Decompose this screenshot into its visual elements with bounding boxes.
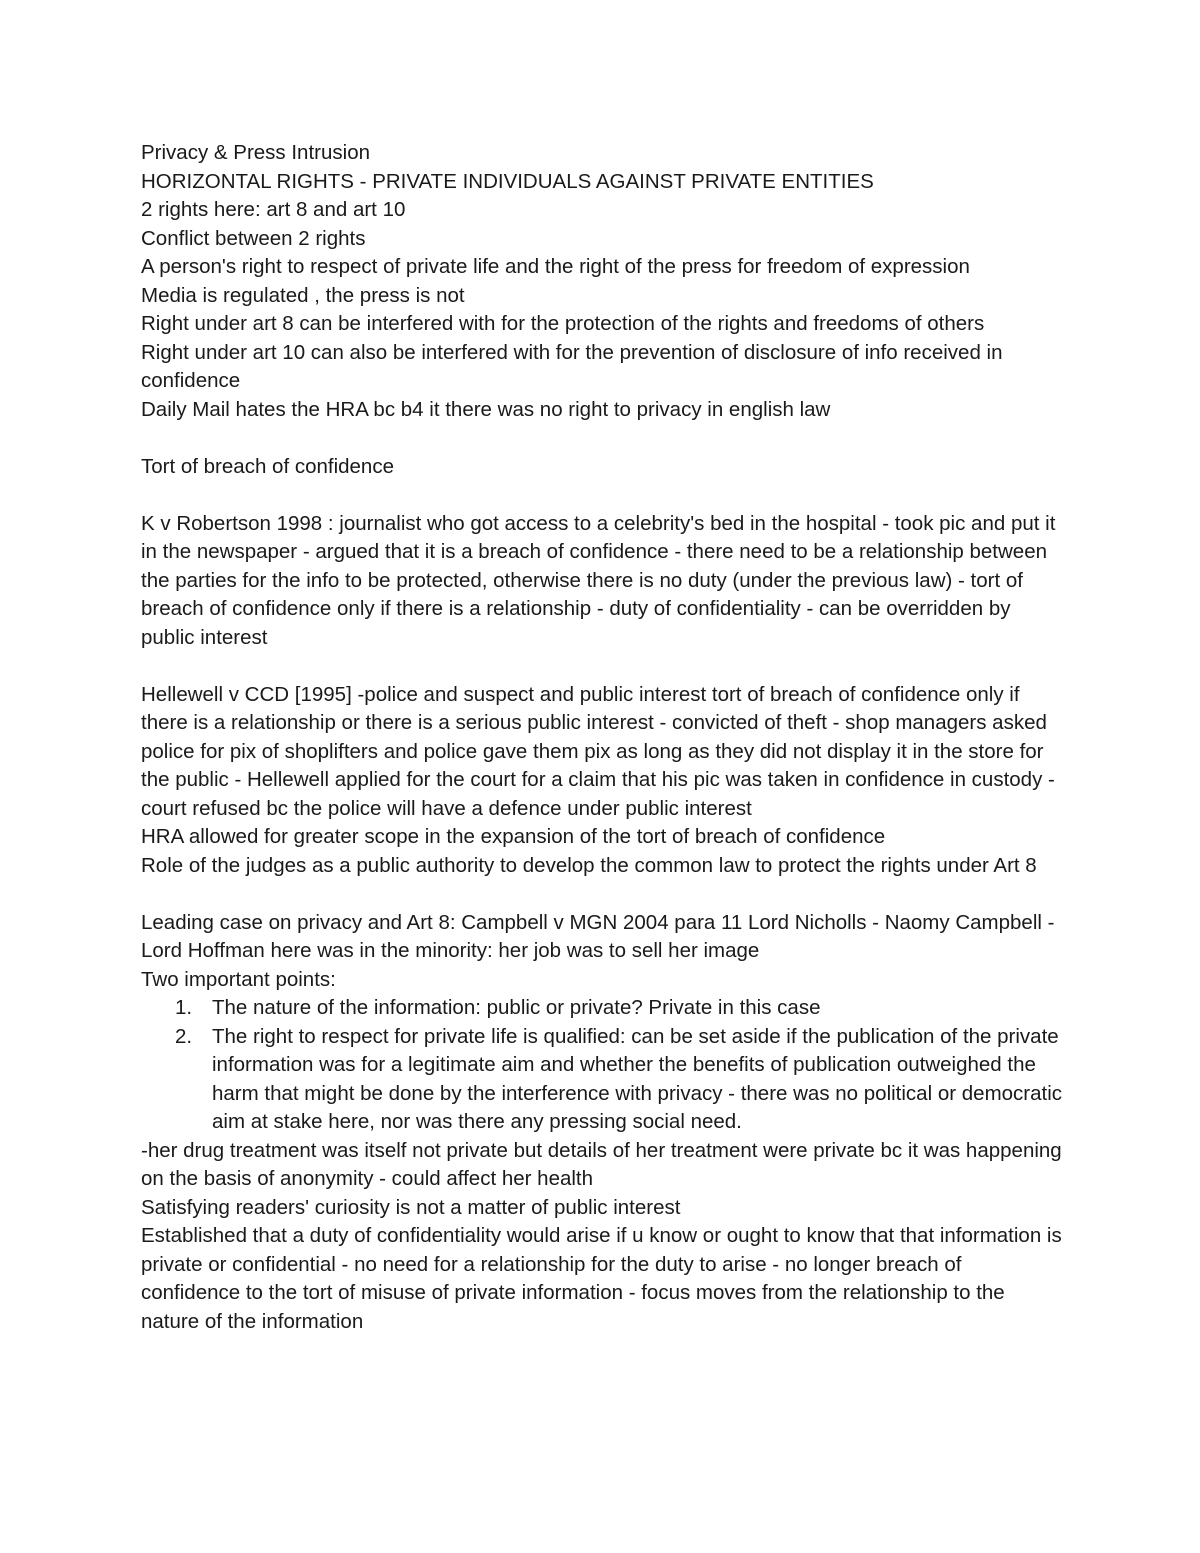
list-item bbox=[141, 1023, 1066, 1137]
text-line: Established that a duty of confidentiality would arise if u know or ought to know that that information is private or confidential - no need for a relationship for the duty to arise - no longer breach of confidence to the tort of misuse of private information - focus moves from the relationship to the nature of the information bbox=[141, 1224, 1062, 1333]
text-line: Daily Mail hates the HRA bc b4 it there was no right to privacy in english law bbox=[141, 397, 831, 421]
list-item-number: 1. bbox=[175, 996, 193, 1019]
list-item-number: 2. bbox=[175, 1024, 193, 1048]
text-line: Satisfying readers' curiosity is not a matter of public interest bbox=[141, 1195, 681, 1219]
text-line: A person's right to respect of private life and the right of the press for freedom of expression bbox=[141, 255, 970, 278]
case-paragraph-campbell: Leading case on privacy and Art 8: Campbell v MGN 2004 para 11 Lord Nicholls - Naomy Campbell - Lord Hoffman here was in the minority: her job was to sell her image bbox=[141, 910, 1055, 962]
section-heading: Tort of breach of confidence bbox=[141, 454, 394, 478]
text-line: Role of the judges as a public authority to develop the common law to protect the rights under Art 8 bbox=[141, 853, 1037, 877]
case-paragraph-k-v-robertson: K v Robertson 1998 : journalist who got access to a celebrity's bed in the hospital - took pic and put it in the newspaper - argued that it is a breach of confidence - there need to be a relationship between the parties for the info to be protected, otherwise there is no duty (under the previous law) - tort of breach of confidence only if there is a relationship - duty of confidentiality - can be overridden by public interest bbox=[141, 511, 1056, 649]
text-line: 2 rights here: art 8 and art 10 bbox=[141, 198, 406, 221]
list-item bbox=[141, 994, 1066, 1023]
blank-line bbox=[141, 481, 1066, 510]
list-item-text: The right to respect for private life is qualified: can be set aside if the publication of the private information was for a legitimate aim and whether the benefits of publication outweighed the harm that might be done by the interference with privacy - there was no political or democratic aim at stake here, nor was there any pressing social need. bbox=[212, 1024, 1063, 1133]
text-line: Right under art 10 can also be interfered with for the prevention of disclosure of info received in confidence bbox=[141, 340, 1003, 392]
numbered-list bbox=[141, 994, 1066, 1137]
blank-line bbox=[141, 880, 1066, 909]
text-line: Conflict between 2 rights bbox=[141, 226, 366, 250]
text-line: Right under art 8 can be interfered with for the protection of the rights and freedoms of others bbox=[141, 312, 985, 335]
blank-line bbox=[141, 424, 1066, 453]
document-body bbox=[141, 139, 1066, 1336]
blank-line bbox=[141, 652, 1066, 681]
text-line: -her drug treatment was itself not private but details of her treatment were private bc it was happening on the basis of anonymity - could affect her health bbox=[141, 1138, 1062, 1190]
case-paragraph-hellewell: Hellewell v CCD [1995] -police and suspect and public interest tort of breach of confidence only if there is a relationship or there is a serious public interest - convicted of theft - shop managers asked police for pix of shoplifters and police gave them pix as long as they did not display it in the store for the public - Hellewell applied for the court for a claim that his pic was taken in confidence in custody - court refused bc the police will have a defence under public interest bbox=[141, 682, 1055, 820]
text-line: HORIZONTAL RIGHTS - PRIVATE INDIVIDUALS AGAINST PRIVATE ENTITIES bbox=[141, 169, 874, 193]
points-intro: Two important points: bbox=[141, 967, 336, 991]
text-line: Media is regulated , the press is not bbox=[141, 283, 465, 307]
text-line: HRA allowed for greater scope in the expansion of the tort of breach of confidence bbox=[141, 825, 886, 848]
list-item-text: The nature of the information: public or private? Private in this case bbox=[212, 996, 821, 1019]
document-title: Privacy & Press Intrusion bbox=[141, 141, 370, 164]
